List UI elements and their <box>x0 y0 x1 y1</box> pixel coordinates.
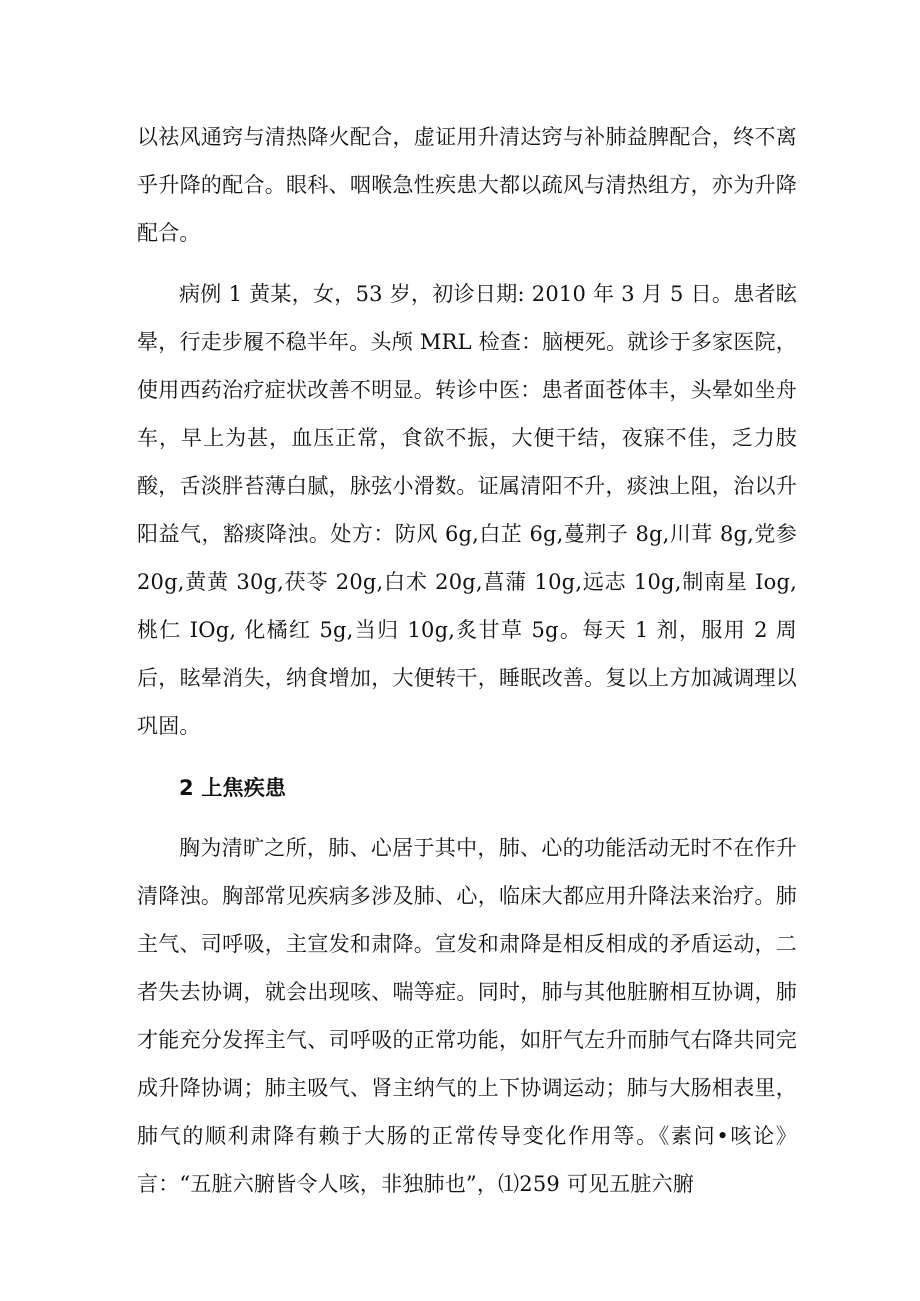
paragraph-upper-jiao: 胸为清旷之所，肺、心居于其中，肺、心的功能活动无时不在作升清降浊。胸部常见疾病多涉及肺、心，临床大都应用升降法来治疗。肺主气、司呼吸，主宣发和肃降。宣发和肃降是相反相成的矛盾运动，二者失去协调，就会出现咳、喘等症。同时，肺与其他脏腑相互协调，肺才能充分发挥主气、司呼吸的正常功能，如肝气左升而肺气右降共同完成升降协调；肺主吸气、肾主纳气的上下协调运动；肺与大肠相表里，肺气的顺利肃降有赖于大肠的正常传导变化作用等。《素问•咳论》言：“五脏六腑皆令人咳，非独肺也”，⑴259 可见五脏六腑 <box>137 836 797 1196</box>
document-body <box>137 113 797 1208</box>
paragraph-case-report: 病例 1 黄某，女，53 岁，初诊日期: 2010 年 3 月 5 日。患者眩晕，行走步履不稳半年。头颅 MRL 检查：脑梗死。就诊于多家医院，使用西药治疗症状改善不明显。转诊中医：患者面苍体丰，头晕如坐舟车，早上为甚，血压正常，食欲不振，大便干结，夜寐不佳，乏力肢酸，舌淡胖苔薄白腻，脉弦小滑数。证属清阳不升，痰浊上阻，治以升阳益气，豁痰降浊。处方：防风 6g,白芷 6g,蔓荆子 8g,川茸 8g,党参 20g,黄黄 30g,茯苓 20g,白术 20g,菖蒲 10g,远志 10g,制南星 Iog,桃仁 IOg, 化橘红 5g,当归 10g,炙甘草 5g。每天 1 剂，服用 2 周后，眩晕消失，纳食增加，大便转干，睡眠改善。复以上方加减调理以巩固。 <box>137 282 797 738</box>
paragraph-treatment-combination: 以祛风通窍与清热降火配合，虚证用升清达窍与补肺益脾配合，终不离乎升降的配合。眼科、咽喉急性疾患大都以疏风与清热组方，亦为升降配合。 <box>137 125 797 245</box>
section-heading: 2 上焦疾患 <box>179 776 287 800</box>
